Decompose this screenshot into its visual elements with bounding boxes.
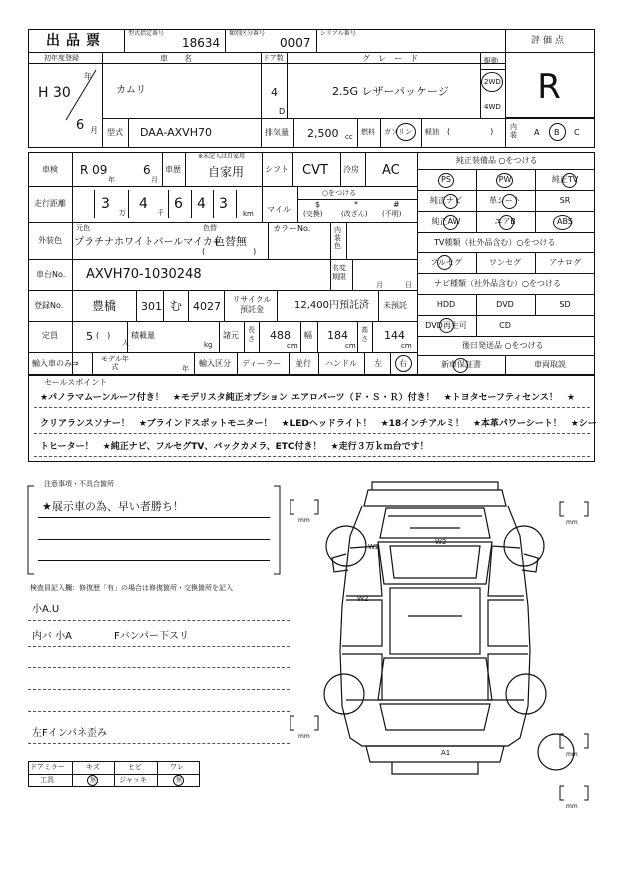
drive-2wd: 2WD	[484, 78, 501, 86]
equip-pw-circle	[496, 173, 513, 188]
meter-head: ○をつける	[322, 189, 357, 197]
mileage-digit-4: 4	[197, 196, 206, 212]
interior-c: C	[574, 128, 580, 137]
cooling-label: 冷房	[343, 165, 359, 174]
size-label: 諸元	[223, 331, 239, 340]
inspector-label: 検査員記入欄：修復歴「有」の場合は修復箇所・交換箇所を記入	[30, 584, 233, 592]
equip-dvd-play: DVD再生可	[425, 321, 467, 330]
grade: 2.5G レザーパッケージ	[332, 85, 449, 98]
inspection-month: 6	[143, 163, 151, 177]
sales-line-3: トヒーター！ ★純正ナビ、フルセグTV、バックカメラ、ETC付き！ ★走行３万ｋｍ台です！	[40, 442, 429, 452]
mileage-digit-2: 4	[139, 196, 148, 212]
recycle-label: リサイクル預託金	[232, 295, 272, 314]
equip-cd: CD	[499, 321, 511, 330]
grade-label: グ レ ー ド	[362, 54, 418, 63]
width-unit: cm	[345, 342, 356, 350]
color-change-paren: ( )	[202, 247, 257, 256]
length-value: 488	[270, 329, 291, 342]
reg-class: 301	[141, 300, 162, 313]
diagram-mm-5: mm	[566, 803, 578, 810]
height-label: 高さ	[361, 326, 368, 343]
history-label: 車歴	[165, 165, 181, 174]
interior-label: 内装	[510, 123, 517, 139]
serial-label: シリアル番号	[320, 30, 356, 37]
import-label: 輸入車のみ⇒	[32, 359, 79, 368]
equip-aw: 純正AW	[431, 217, 461, 226]
first-reg-diagonal	[60, 66, 100, 124]
equip-abs: ABS	[557, 217, 573, 226]
equip-oneseg: ワンセグ	[489, 258, 521, 267]
mini-tools-circle	[87, 775, 98, 786]
equip-leather-circle	[502, 194, 517, 209]
drive-label: 駆動	[484, 57, 498, 65]
equip-navi-circle	[443, 194, 458, 209]
equip-manual: 車両取説	[534, 360, 566, 369]
import-class-label: 輸入区分	[199, 359, 231, 368]
equip-dvd-play-circle	[439, 318, 454, 333]
diagram-w2-top: W2	[435, 538, 447, 546]
equip-later-head: 後日発送品 ○をつける	[462, 341, 544, 350]
equip-pw: PW	[498, 175, 512, 184]
displacement-label: 排気量	[265, 128, 289, 137]
reg-kana: む	[170, 299, 183, 313]
load-label: 積載量	[131, 331, 155, 340]
capacity-paren: ( )	[96, 331, 111, 340]
inspector-line-2b: Fバンパー下スリ	[114, 631, 190, 642]
mileage-unit-man: 万	[119, 209, 126, 217]
mileage-mile: マイル	[267, 205, 291, 214]
mini-jack: ジャッキ	[119, 776, 147, 784]
name-change-month: 月	[376, 281, 383, 289]
inspector-line-3: 左Fインパネ歪み	[32, 728, 108, 739]
score-value: R	[537, 67, 561, 107]
mini-jack-val: 無	[176, 777, 183, 784]
notes-line-1: ★展示車の為、早い者勝ち！	[42, 500, 184, 513]
meter-opt1: (交換)	[303, 210, 323, 218]
model-year-unit: 年	[182, 365, 189, 373]
meter-opt3: (不明)	[382, 210, 402, 218]
equip-aw-circle	[443, 215, 458, 230]
color-change-value: 色替無	[214, 235, 247, 248]
equip-airbag: エアB	[494, 217, 516, 226]
capacity-value: 5	[86, 330, 93, 343]
import-parallel: 並行	[295, 359, 311, 368]
equip-ps: PS	[441, 175, 451, 184]
orig-color-value: プラチナホワイトパールマイカ+	[74, 237, 222, 248]
diagram-w2-left: W2	[368, 543, 380, 551]
diagram-a1: A1	[441, 749, 451, 757]
first-reg-era: H 30	[38, 85, 71, 101]
handle-right-circle	[395, 355, 412, 372]
reg-city: 豊橋	[92, 299, 117, 313]
reg-label: 登録No.	[34, 301, 64, 310]
mini-jack-circle	[173, 775, 184, 786]
history-note: ※未記入は自家用	[198, 153, 246, 160]
inspector-line-2a: 内バ 小A	[32, 631, 73, 642]
meter-opt1-mark: $	[315, 200, 321, 209]
fuel-label: 燃料	[361, 128, 375, 136]
height-unit: cm	[401, 342, 412, 350]
model: DAA-AXVH70	[140, 126, 212, 139]
capacity-label: 定員	[42, 331, 58, 340]
interior-a: A	[534, 128, 540, 137]
mileage-digit-1: 3	[101, 196, 110, 212]
car-name: カムリ	[116, 85, 146, 96]
model-year-label: モデル年式	[101, 355, 129, 371]
equip-tv-circle	[562, 173, 577, 188]
mini-break: ワレ	[170, 763, 184, 771]
equip-airbag-circle	[499, 215, 514, 230]
handle-right: 右	[399, 359, 407, 368]
import-dealer: ディーラー	[242, 359, 282, 368]
mileage-digit-3: 6	[174, 196, 183, 212]
diagram-mm-4: mm	[566, 751, 578, 758]
reg-num: 4027	[193, 300, 221, 313]
equip-hdd: HDD	[436, 300, 456, 309]
equip-sr: SR	[559, 196, 571, 205]
equip-standard-head: 純正装備品 ○をつける	[456, 156, 538, 165]
format-no-label: 型式指定番号	[128, 30, 165, 37]
length-label: 長さ	[248, 326, 255, 343]
equip-tv-head: TV種類（社外品含む）○をつける	[434, 238, 556, 247]
load-unit: kg	[204, 341, 213, 349]
name-change-label: 名変期限	[332, 264, 346, 281]
mileage-digit-5: 3	[219, 196, 228, 212]
recycle-value: 12,400円預託済	[294, 300, 369, 311]
shift-label: シフト	[265, 165, 289, 174]
length-unit: cm	[287, 342, 298, 350]
class-no: 0007	[280, 36, 311, 50]
diagram-mm-1: mm	[298, 517, 310, 524]
notes-bracket	[22, 478, 287, 580]
drive-4wd: 4WD	[484, 103, 501, 111]
sales-line-2: クリアランスソナー！ ★ブラインドスポットモニター！ ★LEDヘッドライト！ ★18インチアルミ！ ★本革パワーシート！ ★シー	[40, 419, 597, 429]
displacement: 2,500	[307, 127, 339, 140]
shift-value: CVT	[302, 163, 328, 178]
orig-color-label: 元色	[76, 224, 90, 232]
cooling-value: AC	[382, 163, 400, 178]
equip-abs-circle	[553, 215, 572, 230]
height-value: 144	[384, 329, 405, 342]
mini-mirror: ドアミラー	[30, 763, 65, 771]
mileage-unit-km: km	[243, 210, 254, 218]
handle-left: 左	[374, 359, 382, 368]
equip-navi-head: ナビ種類（社外品含む）○をつける	[434, 279, 561, 288]
mileage-label: 走行距離	[34, 199, 66, 208]
doors: 4	[271, 86, 278, 99]
first-reg-year-unit: 年	[84, 72, 92, 81]
format-no: 18634	[182, 36, 221, 50]
equip-warranty: 新車保証書	[441, 360, 481, 369]
width-label: 幅	[304, 331, 312, 340]
notes-label: 注意事項・不具合箇所	[44, 480, 114, 488]
score-label: 評価点	[530, 36, 568, 46]
fuel-gas-circle	[396, 123, 416, 141]
fuel-other: ( )	[447, 127, 494, 136]
equip-analog: アナログ	[549, 258, 581, 267]
equip-dvd: DVD	[496, 300, 514, 309]
model-label: 型式	[107, 128, 123, 137]
first-reg-label: 初年度登録	[44, 54, 79, 62]
mini-crack: ヒビ	[128, 763, 142, 771]
diagram-mm-2: mm	[566, 519, 578, 526]
doors-sub: D	[279, 107, 286, 116]
equip-leather: 革シート	[489, 196, 521, 205]
color-change-label: 色替	[203, 224, 217, 232]
handle-label: ハンドル	[325, 359, 357, 368]
equip-navi: 純正ナビ	[430, 196, 462, 205]
inspection-year-unit: 年	[108, 176, 115, 184]
fuel-gas: ガソリン	[384, 128, 412, 136]
equip-fullseg-circle	[437, 255, 452, 270]
chassis-label: 車台No.	[36, 270, 66, 279]
class-no-label: 類別区分番号	[229, 30, 266, 37]
meter-opt2: (改ざん)	[341, 210, 368, 218]
sales-line-1: ★パノラマムーンルーフ付き！ ★モデリスタ純正オプション エアロパーツ（Ｆ・Ｓ・Ｒ）付き！ ★トヨタセーフティセンス！ ★	[40, 393, 575, 403]
inspection-label: 車検	[42, 165, 58, 174]
mini-tools-val: 無	[90, 777, 97, 784]
first-reg-month-unit: 月	[90, 126, 98, 135]
equip-ps-circle	[438, 173, 454, 188]
name-change-day: 日	[405, 281, 412, 289]
meter-opt3-mark: #	[393, 200, 400, 209]
car-name-label: 車 名	[160, 54, 196, 63]
form-title: 出品票	[46, 33, 106, 49]
inspection-value: R 09	[80, 163, 108, 177]
mileage-unit-sen: 千	[157, 209, 164, 217]
width-value: 184	[327, 329, 348, 342]
fuel-diesel: 軽油	[425, 128, 439, 136]
drive-2wd-circle	[481, 72, 503, 92]
diagram-w2-mid: W2	[357, 595, 369, 603]
interior-b-circle	[549, 123, 566, 141]
chassis-value: AXVH70-1030248	[86, 267, 202, 282]
int-color-label: 内装色	[334, 226, 341, 250]
doors-label: ドア数	[263, 54, 284, 62]
inspection-month-unit: 月	[151, 176, 158, 184]
equip-sd: SD	[559, 300, 571, 309]
ext-color-label: 外装色	[38, 236, 62, 245]
diagram-mm-3: mm	[298, 733, 310, 740]
mini-scratch: キズ	[86, 763, 100, 771]
inspector-line-1: 小A.U	[32, 604, 60, 615]
mini-tools: 工具	[40, 776, 54, 784]
equip-warranty-circle	[453, 358, 468, 373]
equip-tv: 純正TV	[551, 175, 579, 184]
first-reg-month: 6	[76, 118, 85, 133]
color-no-label: カラーNo.	[273, 224, 311, 233]
meter-opt2-mark: *	[354, 200, 358, 209]
recycle-unpaid: 未預託	[383, 301, 407, 310]
sales-label: セールスポイント	[44, 378, 108, 387]
car-diagram	[290, 476, 590, 808]
equip-fullseg: フルセグ	[430, 258, 462, 267]
displacement-unit: cc	[345, 133, 353, 141]
history-value: 自家用	[208, 165, 245, 179]
capacity-unit: 人	[122, 339, 129, 347]
interior-b: B	[554, 128, 560, 137]
